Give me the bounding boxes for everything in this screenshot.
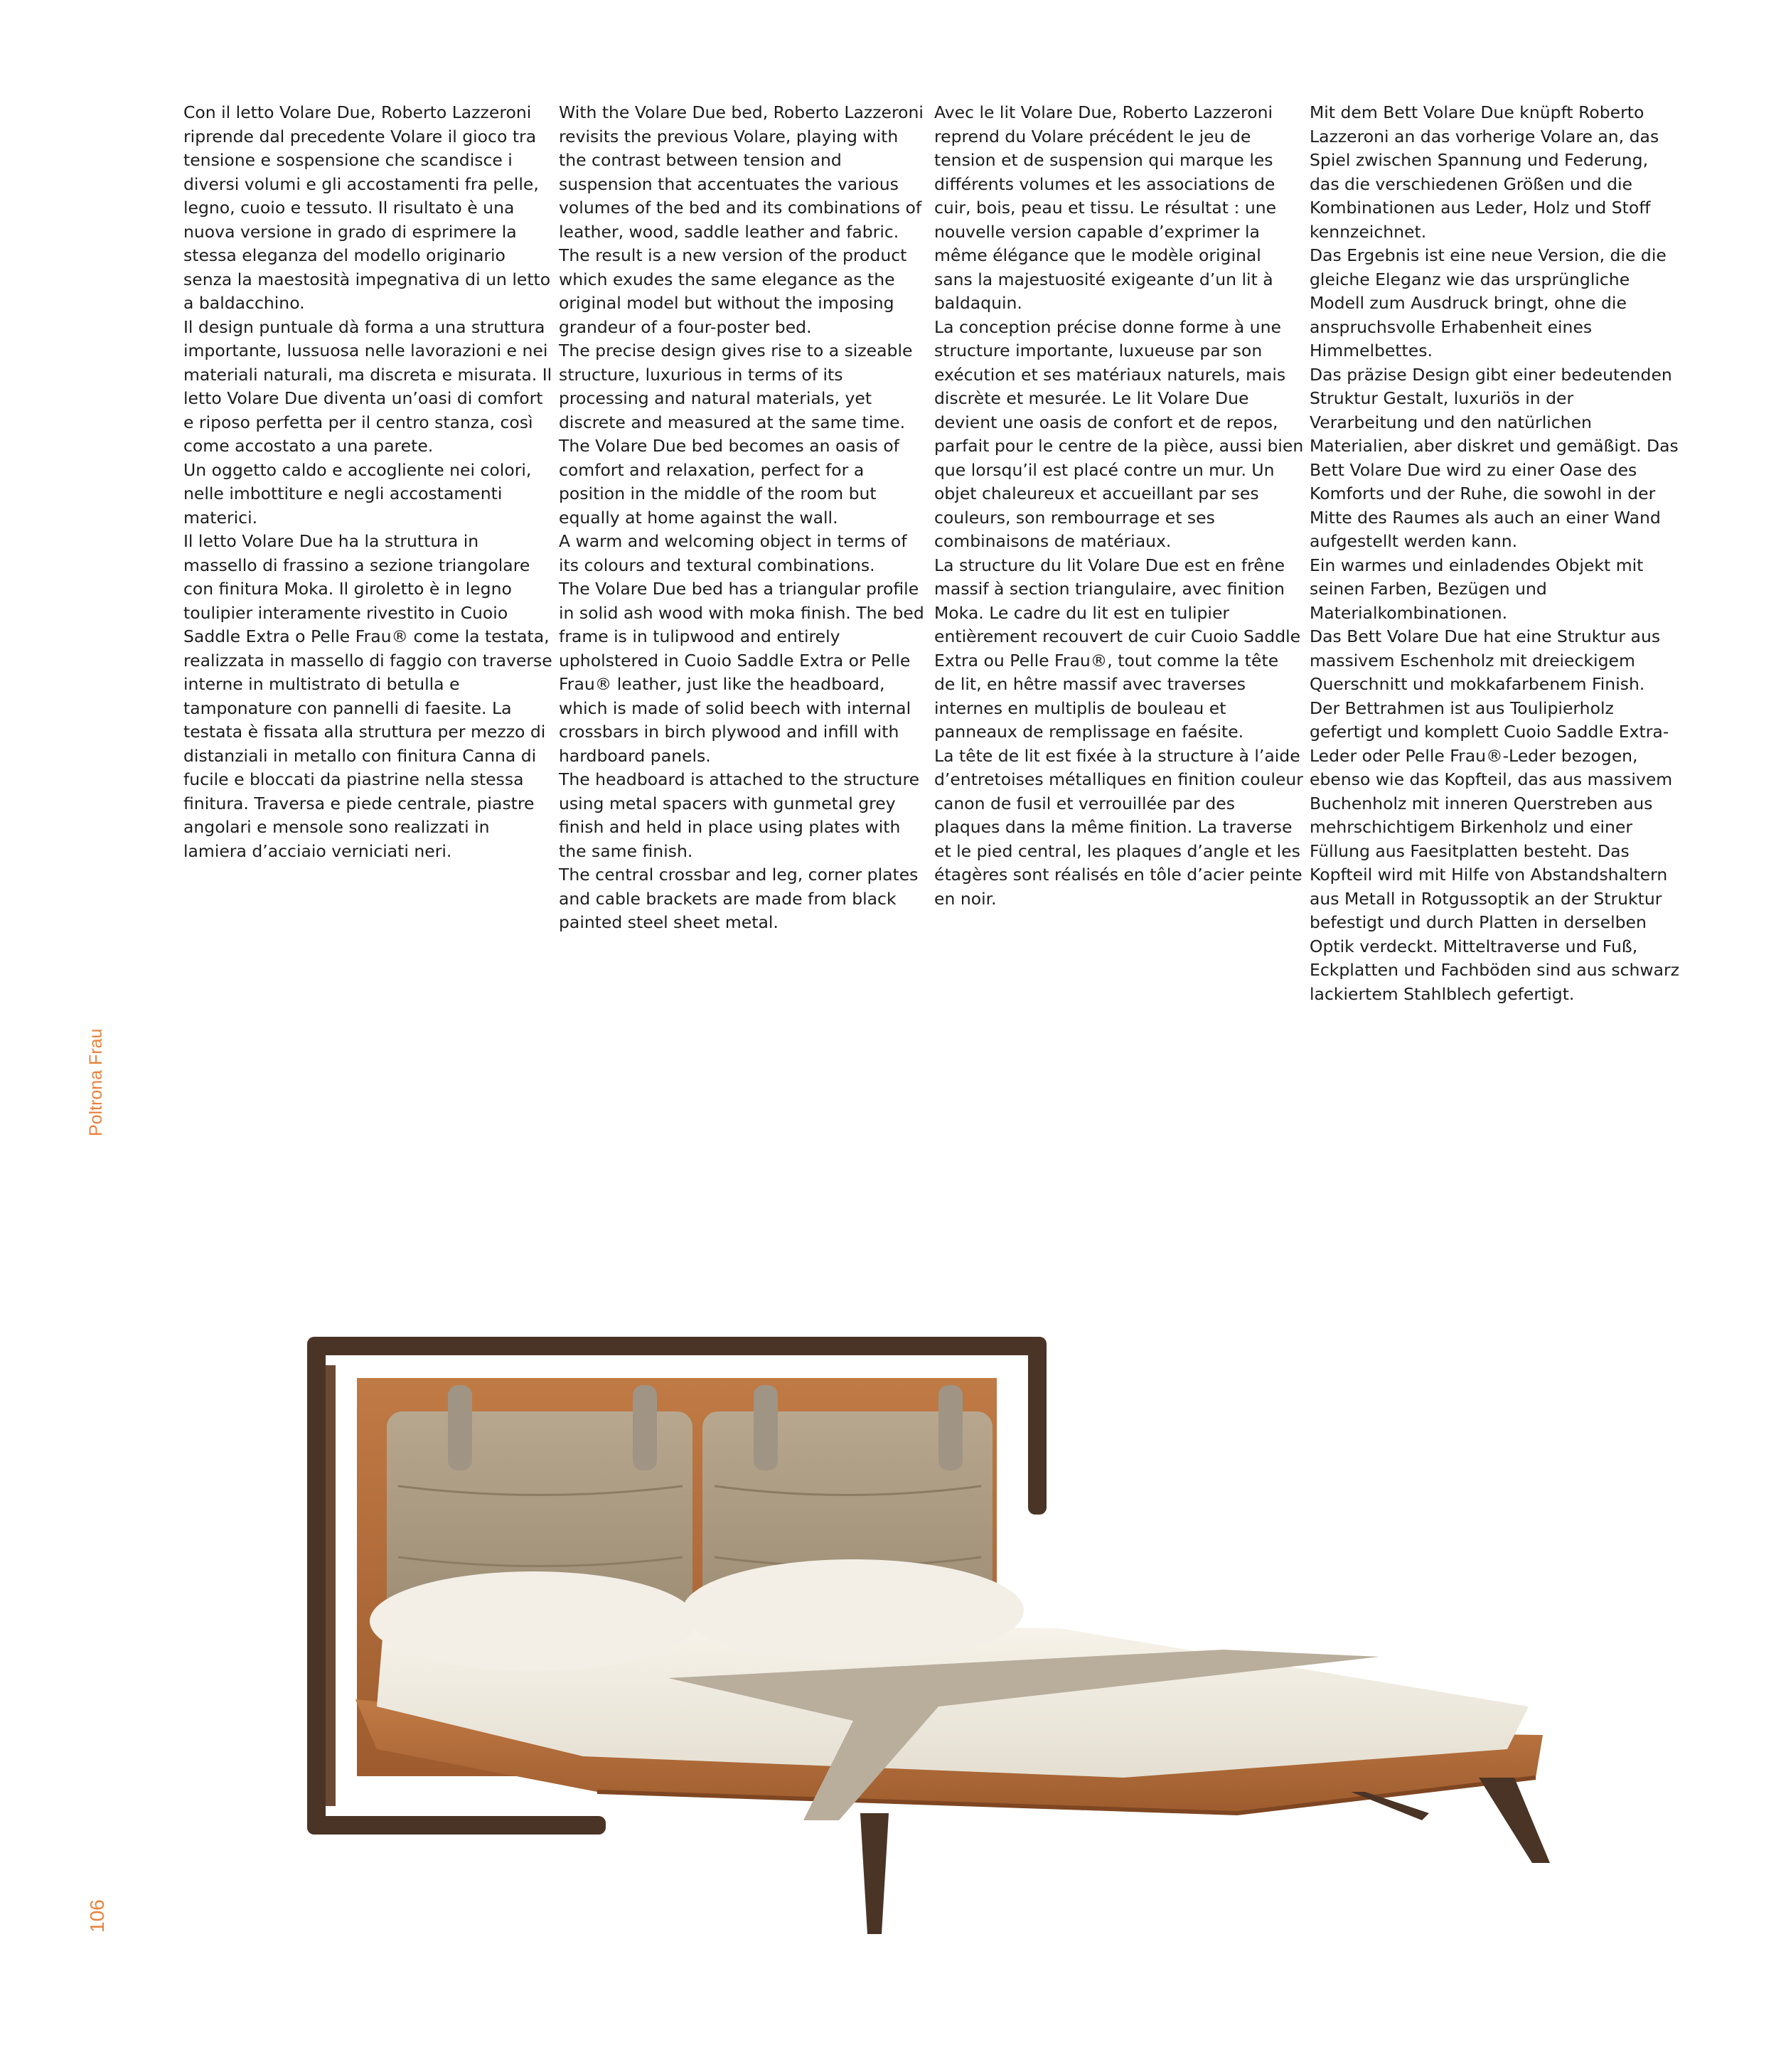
paragraph: Avec le lit Volare Due, Roberto Lazzeroni reprend du Volare précédent le jeu de tension et de suspension qui marque les différents volumes et les associations de cuir, bois, peau et tissu. Le résultat : une nouvelle version capable d’exprimer la même élégance que le modèle original sans la majestuosité exigeante d’un lit à baldaquin. — [934, 102, 1277, 313]
paragraph: With the Volare Due bed, Roberto Lazzeroni revisits the previous Volare, playing with the contrast between tension and suspension that accentuates the various volumes of the bed and its combinations of leather, wood, saddle leather and fabric. — [559, 102, 924, 242]
page-number: 106 — [86, 1899, 108, 1933]
english-text-column — [559, 101, 929, 935]
paragraph: Mit dem Bett Volare Due knüpft Roberto Lazzeroni an das vorherige Volare an, das Spiel zwischen Spannung und Federung, das die verschiedenen Größen und die Kombinationen aus Leder, Holz und Stoff kennzeichnet. — [1310, 102, 1659, 242]
paragraph: The headboard is attached to the structure using metal spacers with gunmetal grey finish and held in place using plates with the same finish. — [559, 769, 920, 861]
paragraph: Il design puntuale dà forma a una struttura importante, lussuosa nelle lavorazioni e nei materiali naturali, ma discreta e misurata. Il letto Volare Due diventa un’oasi di comfort e riposo perfetta per il centro stanza, così come accostato a una parete. — [183, 316, 552, 456]
bed-product-photo — [299, 1323, 1564, 1934]
paragraph: Il letto Volare Due ha la struttura in massello di frassino a sezione triangolare con finitura Moka. Il giroletto è in legno toulipier interamente rivestito in Cuoio Saddle Extra o Pelle Frau® come la testata, realizzata in massello di faggio con traverse interne in multistrato di betulla e tamponature con pannelli di faesite. La testata è fissata alla struttura per mezzo di distanziali in metallo con finitura Canna di fucile e bloccati da piastrine nella stessa finitura. Traversa e piede centrale, piastre angolari e mensole sono realizzati in lamiera d’acciaio verniciati neri. — [183, 531, 552, 861]
paragraph: La structure du lit Volare Due est en frêne massif à section triangulaire, avec finition Moka. Le cadre du lit est en tulipier entièrement recouvert de cuir Cuoio Saddle Extra ou Pelle Frau®, tout comme la tête de lit, en hêtre massif avec traverses internes en multiplis de bouleau et panneaux de remplissage en faésite. — [934, 555, 1301, 742]
pillow — [683, 1559, 1024, 1662]
paragraph: Das Ergebnis ist eine neue Version, die die gleiche Eleganz wie das ursprüngliche Modell zum Ausdruck bringt, ohne die anspruchsvolle Erhabenheit eines Himmelbettes. — [1310, 245, 1667, 361]
paragraph: The Volare Due bed has a triangular profile in solid ash wood with moka finish. The bed frame is in tulipwood and entirely upholstered in Cuoio Saddle Extra or Pelle Frau® leather, just like the headboard, which is made of solid beech with internal crossbars in birch plywood and infill with hardboard panels. — [559, 579, 924, 766]
paragraph: The result is a new version of the product which exudes the same elegance as the original model but without the imposing grandeur of a four-poster bed. — [559, 245, 907, 337]
paragraph: Un oggetto caldo e accogliente nei colori, nelle imbottiture e negli accostamenti materici. — [183, 459, 532, 528]
paragraph: La conception précise donne forme à une structure importante, luxueuse par son exécution et ses matériaux naturels, mais discrète et mesurée. Le lit Volare Due devient une oasis de confort et de repos, parfait pour le centre de la pièce, aussi bien que lorsqu’il est placé contre un mur. Un objet chaleureux et accueillant par ses couleurs, son rembourrage et ses combinaisons de matériaux. — [934, 316, 1304, 551]
paragraph: La tête de lit est fixée à la structure à l’aide d’entretoises métalliques en finition couleur canon de fusil et verrouillée par des plaques dans la même finition. La traverse et le pied central, les plaques d’angle et les étagères sont réalisés en tôle d’acier peinte en noir. — [934, 745, 1303, 909]
paragraph: Ein warmes und einladendes Objekt mit seinen Farben, Bezügen und Materialkombinationen. — [1310, 555, 1644, 623]
paragraph: Das Bett Volare Due hat eine Struktur aus massivem Eschenholz mit dreieckigem Querschnitt und mokkafarbenem Finish. Der Bettrahmen ist aus Toulipierholz gefertigt und komplett Cuoio Saddle Extra-Leder oder Pelle Frau®-Leder bezogen, ebenso wie das Kopfteil, das aus massivem Buchenholz mit inneren Querstreben aus mehrschichtigem Birkenholz und einer Füllung aus Faesitplatten besteht. Das Kopfteil wird mit Hilfe von Abstandshaltern aus Metall in Rotgussoptik an der Struktur befestigt und durch Platten in derselben Optik verdeckt. Mitteltraverse und Fuß, Eckplatten und Fachböden sind aus schwarz lackiertem Stahlblech gefertigt. — [1310, 626, 1679, 1004]
pillow — [370, 1571, 697, 1671]
paragraph: A warm and welcoming object in terms of its colours and textural combinations. — [559, 531, 907, 575]
french-text-column — [934, 101, 1304, 911]
paragraph: The precise design gives rise to a sizeable structure, luxurious in terms of its processing and natural materials, yet discrete and measured at the same time. The Volare Due bed becomes an oasis of comfort and relaxation, perfect for a position in the middle of the room but equally at home against the wall. — [559, 341, 913, 528]
italian-text-column — [183, 101, 553, 863]
brand-label: Poltrona Frau — [86, 1028, 106, 1136]
paragraph: Das präzise Design gibt einer bedeutenden Struktur Gestalt, luxuriös in der Verarbeitung und den natürlichen Materialien, aber diskret und gemäßigt. Das Bett Volare Due wird zu einer Oase des Komforts und der Ruhe, die sowohl in der Mitte des Raumes als auch an einer Wand aufgestellt werden kann. — [1310, 364, 1679, 551]
german-text-column — [1310, 101, 1679, 1006]
paragraph: Con il letto Volare Due, Roberto Lazzeroni riprende dal precedente Volare il gioco tra tensione e sospensione che scandisce i diversi volumi e gli accostamenti fra pelle, legno, cuoio e tessuto. Il risultato è una nuova versione in grado di esprimere la stessa eleganza del modello originario senza la maestosità impegnativa di un letto a baldacchino. — [183, 102, 551, 313]
paragraph: The central crossbar and leg, corner plates and cable brackets are made from black painted steel sheet metal. — [559, 865, 919, 932]
